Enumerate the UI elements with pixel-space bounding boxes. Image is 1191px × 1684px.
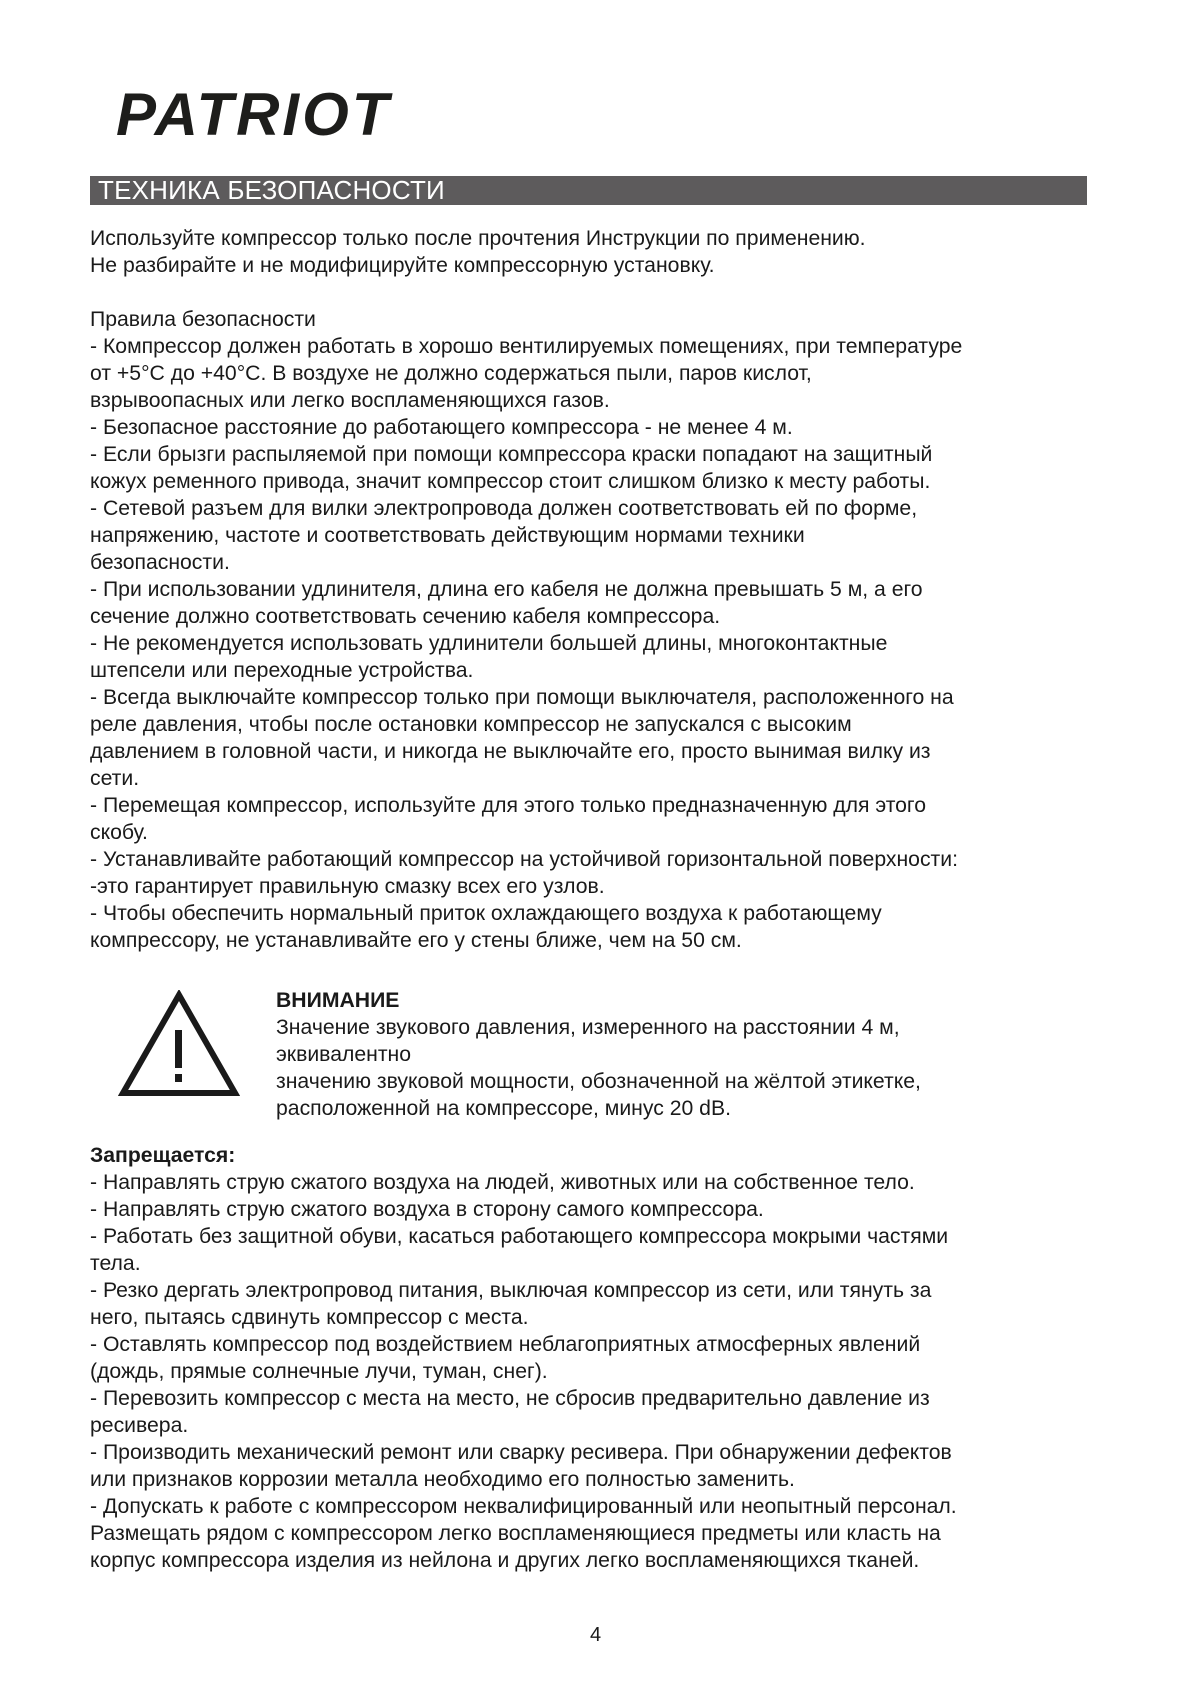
warning-triangle-icon — [118, 990, 240, 1098]
safety-rule-line: взрывоопасных или легко воспламеняющихся газов. — [90, 389, 610, 412]
safety-rule-line: - Перемещая компрессор, используйте для этого только предназначенную для этого — [90, 794, 926, 817]
intro-line: Используйте компрессор только после прочтения Инструкции по применению. — [90, 227, 866, 250]
forbidden-line: - Оставлять компрессор под воздействием неблагоприятных атмосферных явлений — [90, 1333, 921, 1356]
forbidden-line: - Перевозить компрессор с места на место, не сбросив предварительно давление из — [90, 1387, 930, 1410]
safety-rule-line: - Сетевой разъем для вилки электропровода должен соответствовать ей по форме, — [90, 497, 918, 520]
safety-rule-line: безопасности. — [90, 551, 230, 574]
forbidden-line: ресивера. — [90, 1414, 189, 1437]
forbidden-line: корпус компрессора изделия из нейлона и других легко воспламеняющихся тканей. — [90, 1549, 920, 1572]
forbidden-section — [90, 1142, 1100, 1574]
safety-rules — [90, 306, 1100, 954]
safety-rule-line: сечение должно соответствовать сечению кабеля компрессора. — [90, 605, 721, 628]
warning-line: Значение звукового давления, измеренного на расстоянии 4 м, — [276, 1016, 900, 1039]
intro-paragraph — [90, 225, 1100, 279]
safety-rule-line: кожух ременного привода, значит компрессор стоит слишком близко к месту работы. — [90, 470, 931, 493]
forbidden-line: (дождь, прямые солнечные лучи, туман, снег). — [90, 1360, 548, 1383]
safety-rule-line: - Компрессор должен работать в хорошо вентилируемых помещениях, при температуре — [90, 335, 963, 358]
intro-line: Не разбирайте и не модифицируйте компрессорную установку. — [90, 254, 715, 277]
forbidden-line: Размещать рядом с компрессором легко воспламеняющиеся предметы или класть на — [90, 1522, 941, 1545]
warning-line: эквивалентно — [276, 1043, 412, 1066]
forbidden-line: - Работать без защитной обуви, касаться работающего компрессора мокрыми частями — [90, 1225, 949, 1248]
safety-rule-line: - При использовании удлинителя, длина его кабеля не должна превышать 5 м, а его — [90, 578, 923, 601]
safety-rule-line: - Всегда выключайте компрессор только при помощи выключателя, расположенного на — [90, 686, 954, 709]
warning-notice — [276, 987, 1056, 1122]
safety-rule-line: скобу. — [90, 821, 148, 844]
forbidden-line: тела. — [90, 1252, 141, 1275]
forbidden-line: - Допускать к работе с компрессором неквалифицированный или неопытный персонал. — [90, 1495, 957, 1518]
safety-rule-line: от +5°С до +40°С. В воздухе не должно содержаться пыли, паров кислот, — [90, 362, 812, 385]
page-number: 4 — [589, 1624, 602, 1646]
safety-rule-line: - Безопасное расстояние до работающего компрессора - не менее 4 м. — [90, 416, 793, 439]
warning-line: расположенной на компрессоре, минус 20 dB. — [276, 1097, 731, 1120]
forbidden-line: него, пытаясь сдвинуть компрессор с места. — [90, 1306, 529, 1329]
forbidden-title: Запрещается: — [90, 1144, 236, 1167]
safety-rules-heading: Правила безопасности — [90, 308, 316, 331]
safety-rule-line: - Чтобы обеспечить нормальный приток охлаждающего воздуха к работающему — [90, 902, 882, 925]
patriot-logo — [116, 80, 456, 150]
warning-line: значению звуковой мощности, обозначенной на жёлтой этикетке, — [276, 1070, 921, 1093]
safety-rule-line: - Не рекомендуется использовать удлинители большей длины, многоконтактные — [90, 632, 888, 655]
forbidden-line: или признаков коррозии металла необходимо его полностью заменить. — [90, 1468, 795, 1491]
forbidden-line: - Производить механический ремонт или сварку ресивера. При обнаружении дефектов — [90, 1441, 952, 1464]
safety-rule-line: компрессору, не устанавливайте его у стены ближе, чем на 50 см. — [90, 929, 742, 952]
logo-text: PATRIOT — [116, 81, 392, 148]
safety-rule-line: давлением в головной части, и никогда не выключайте его, просто вынимая вилку из — [90, 740, 931, 763]
safety-rule-line: штепсели или переходные устройства. — [90, 659, 474, 682]
forbidden-line: - Направлять струю сжатого воздуха в сторону самого компрессора. — [90, 1198, 764, 1221]
section-title: ТЕХНИКА БЕЗОПАСНОСТИ — [98, 175, 445, 205]
warning-title: ВНИМАНИЕ — [276, 989, 400, 1012]
safety-rule-line: -это гарантирует правильную смазку всех его узлов. — [90, 875, 605, 898]
forbidden-line: - Резко дергать электропровод питания, выключая компрессор из сети, или тянуть за — [90, 1279, 932, 1302]
forbidden-line: - Направлять струю сжатого воздуха на людей, животных или на собственное тело. — [90, 1171, 915, 1194]
safety-rule-line: сети. — [90, 767, 140, 790]
safety-rule-line: напряжению, частоте и соответствовать действующим нормами техники — [90, 524, 805, 547]
safety-rule-line: - Если брызги распыляемой при помощи компрессора краски попадают на защитный — [90, 443, 933, 466]
safety-rule-line: реле давления, чтобы после остановки компрессор не запускался с высоким — [90, 713, 852, 736]
safety-rule-line: - Устанавливайте работающий компрессор на устойчивой горизонтальной поверхности: — [90, 848, 958, 871]
